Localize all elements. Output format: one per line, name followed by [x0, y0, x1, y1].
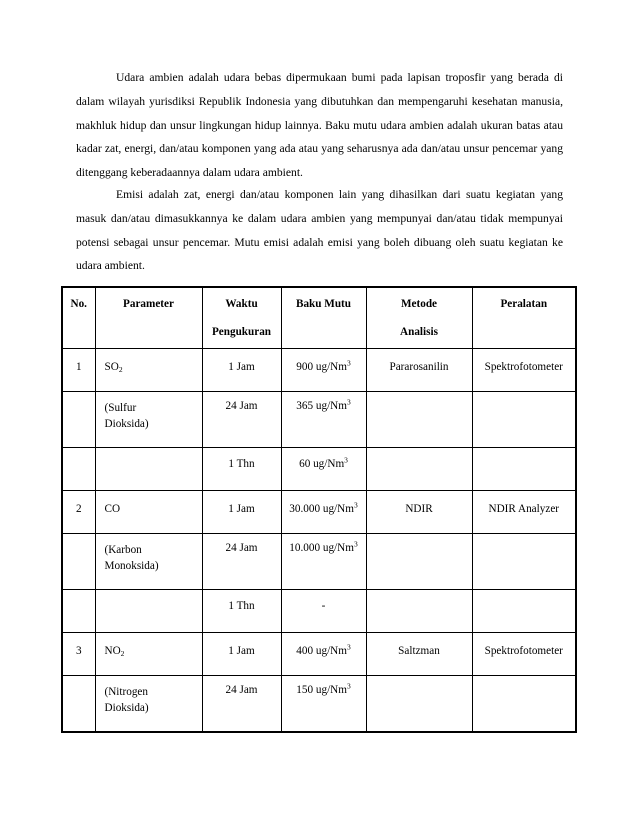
cell-baku-mutu: 900 ug/Nm$^3$	[281, 349, 366, 392]
cell-parameter: (Karbon Monoksida)	[95, 534, 202, 590]
cell-baku-mutu: 30.000 ug/Nm$^3$	[281, 491, 366, 534]
cell-metode: Pararosanilin	[366, 349, 472, 392]
cell-peralatan	[472, 448, 576, 491]
cell-no	[62, 448, 95, 491]
cell-parameter: $NO_2$	[95, 633, 202, 676]
cell-no: 2	[62, 491, 95, 534]
cell-waktu: 1 Jam	[202, 633, 281, 676]
table-row	[62, 349, 576, 392]
cell-metode	[366, 676, 472, 733]
cell-waktu: 24 Jam	[202, 676, 281, 733]
cell-parameter: (Nitrogen Dioksida)	[95, 676, 202, 733]
cell-metode	[366, 590, 472, 633]
cell-baku-mutu: -	[281, 590, 366, 633]
cell-baku-mutu: 400 ug/Nm$^3$	[281, 633, 366, 676]
header-metode-analisis: Metode Analisis	[366, 287, 472, 349]
cell-no: 3	[62, 633, 95, 676]
table-row	[62, 590, 576, 633]
cell-metode: NDIR	[366, 491, 472, 534]
cell-peralatan: Spektrofotometer	[472, 349, 576, 392]
table-row	[62, 448, 576, 491]
header-waktu-pengukuran: Waktu Pengukuran	[202, 287, 281, 349]
cell-no	[62, 392, 95, 448]
cell-metode	[366, 392, 472, 448]
cell-peralatan	[472, 590, 576, 633]
emission-standards-table	[61, 286, 577, 733]
table-row	[62, 633, 576, 676]
cell-parameter	[95, 590, 202, 633]
cell-peralatan	[472, 392, 576, 448]
cell-peralatan	[472, 676, 576, 733]
table-row	[62, 676, 576, 733]
cell-parameter: CO	[95, 491, 202, 534]
cell-metode	[366, 448, 472, 491]
cell-no: 1	[62, 349, 95, 392]
header-no: No.	[62, 287, 95, 349]
cell-peralatan: Spektrofotometer	[472, 633, 576, 676]
cell-peralatan	[472, 534, 576, 590]
cell-waktu: 24 Jam	[202, 392, 281, 448]
cell-parameter: (Sulfur Dioksida)	[95, 392, 202, 448]
header-peralatan: Peralatan	[472, 287, 576, 349]
cell-baku-mutu: 365 ug/Nm$^3$	[281, 392, 366, 448]
cell-peralatan: NDIR Analyzer	[472, 491, 576, 534]
cell-baku-mutu: 150 ug/Nm$^3$	[281, 676, 366, 733]
cell-waktu: 1 Thn	[202, 590, 281, 633]
cell-parameter: $SO_2$	[95, 349, 202, 392]
cell-baku-mutu: 60 ug/Nm$^3$	[281, 448, 366, 491]
cell-no	[62, 590, 95, 633]
header-baku-mutu: Baku Mutu	[281, 287, 366, 349]
paragraph-udara-ambien: Udara ambien adalah udara bebas dipermukaan bumi pada lapisan troposfir yang berada di dalam wilayah yurisdiksi Republik Indonesia yang dibutuhkan dan mempengaruhi kesehatan manusia, makhluk hidup dan unsur lingkungan hidup lainnya. Baku mutu udara ambien adalah ukuran batas atau kadar zat, energi, dan/atau komponen yang ada atau yang seharusnya ada dan/atau unsur pencemar yang ditenggang keberadaannya dalam udara ambient.	[76, 71, 563, 180]
cell-waktu: 24 Jam	[202, 534, 281, 590]
table-row	[62, 392, 576, 448]
table-row	[62, 534, 576, 590]
cell-no	[62, 676, 95, 733]
cell-baku-mutu: 10.000 ug/Nm$^3$	[281, 534, 366, 590]
table-header-row	[62, 287, 576, 349]
cell-waktu: 1 Thn	[202, 448, 281, 491]
paragraph-emisi: Emisi adalah zat, energi dan/atau komponen lain yang dihasilkan dari suatu kegiatan yang masuk dan/atau dimasukkannya ke dalam udara ambien yang mempunyai dan/atau tidak mempunyai potensi sebagai unsur pencemar. Mutu emisi adalah emisi yang boleh dibuang oleh suatu kegiatan ke udara ambient.	[76, 188, 563, 273]
header-parameter: Parameter	[95, 287, 202, 349]
table-row	[62, 491, 576, 534]
cell-waktu: 1 Jam	[202, 491, 281, 534]
cell-metode	[366, 534, 472, 590]
cell-no	[62, 534, 95, 590]
cell-parameter	[95, 448, 202, 491]
cell-waktu: 1 Jam	[202, 349, 281, 392]
cell-metode: Saltzman	[366, 633, 472, 676]
